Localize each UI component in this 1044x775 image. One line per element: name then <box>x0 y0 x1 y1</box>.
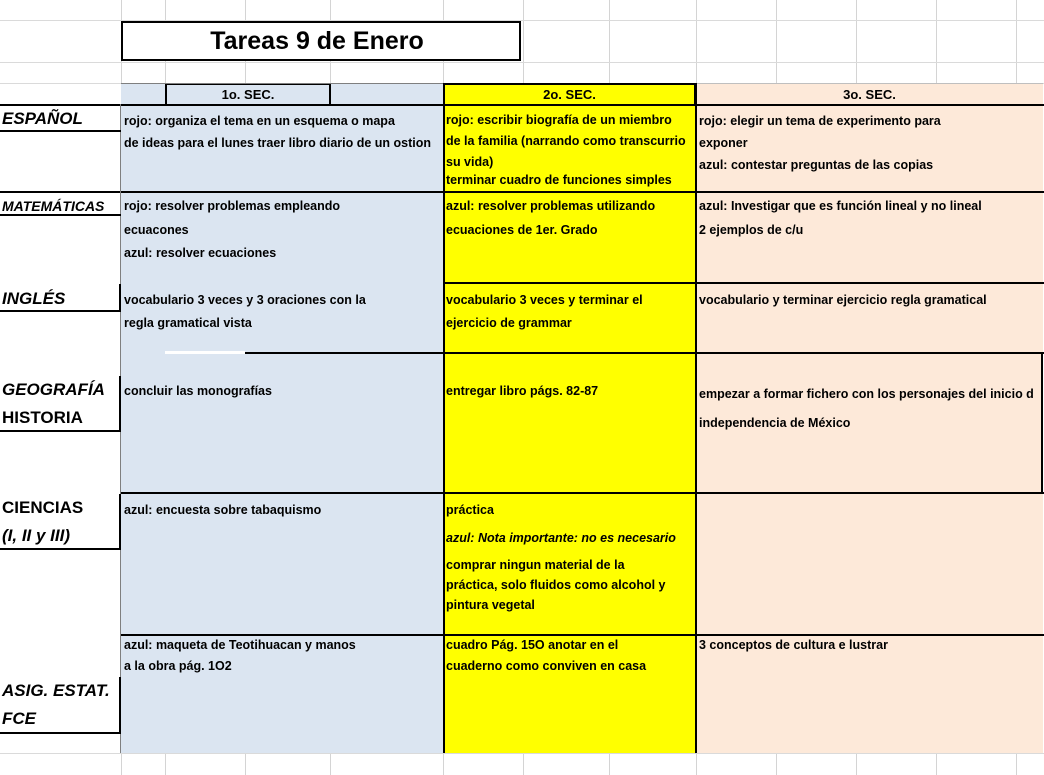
matematicas-sec2: azul: resolver problemas utilizando ecuaciones de 1er. Grado <box>446 199 656 237</box>
matematicas-sec1: rojo: resolver problemas empleando ecuacones azul: resolver ecuaciones <box>124 199 341 260</box>
espanol-sec3: rojo: elegir un tema de experimento para exponer azul: contestar preguntas de las copias <box>699 114 941 172</box>
espanol-sec2: rojo: escribir biografía de un miembro de la familia (narrando como transcurrio su vida) terminar cuadro de funciones simples <box>446 113 686 187</box>
title-text: Tareas 9 de Enero <box>210 26 424 55</box>
asig-estat-sec2: cuadro Pág. 15O anotar en el cuaderno como conviven en casa <box>446 638 647 673</box>
geografia-sec3: empezar a formar fichero con los personajes del inicio d independencia de México <box>699 387 1034 430</box>
header-sec1: 1o. SEC. <box>165 83 331 104</box>
geografia-sec2: entregar libro págs. 82-87 <box>446 384 599 398</box>
matematicas-sec3: azul: Investigar que es función lineal y no lineal 2 ejemplos de c/u <box>699 199 982 237</box>
ciencias-sec2: práctica azul: Nota importante: no es necesario comprar ningun material de la práctica, solo fluidos como alcohol y pintura vegetal <box>446 503 676 612</box>
ingles-sec2: vocabulario 3 veces y terminar el ejercicio de grammar <box>446 293 643 330</box>
subject-ciencias: CIENCIAS <box>2 498 84 517</box>
page-title <box>121 21 521 61</box>
ciencias-sec1: azul: encuesta sobre tabaquismo <box>124 503 322 517</box>
asig-estat-sec3: 3 conceptos de cultura e lustrar <box>699 638 888 652</box>
ingles-sec3: vocabulario y terminar ejercicio regla gramatical <box>699 293 987 307</box>
asig-estat-sec1: azul: maqueta de Teotihuacan y manos a la obra pág. 1O2 <box>124 638 356 673</box>
subject-ingles: INGLÉS <box>2 289 66 308</box>
subject-geografia: GEOGRAFÍA <box>2 380 105 399</box>
subject-espanol: ESPAÑOL <box>2 109 83 128</box>
subject-ciencias-grados: (I, II y III) <box>2 526 71 545</box>
subject-historia: HISTORIA <box>2 408 83 427</box>
espanol-sec1: rojo: organiza el tema en un esquema o mapa de ideas para el lunes traer libro diario de un ostion <box>124 114 432 150</box>
header-sec2: 2o. SEC. <box>443 83 696 104</box>
header-sec3: 3o. SEC. <box>696 83 1043 104</box>
subject-matematicas: MATEMÁTICAS <box>2 198 105 214</box>
geografia-sec1: concluir las monografías <box>124 384 272 398</box>
ingles-sec1: vocabulario 3 veces y 3 oraciones con la regla gramatical vista <box>124 293 366 330</box>
subject-fce: FCE <box>2 709 36 728</box>
subject-asig-estat: ASIG. ESTAT. <box>2 681 110 700</box>
